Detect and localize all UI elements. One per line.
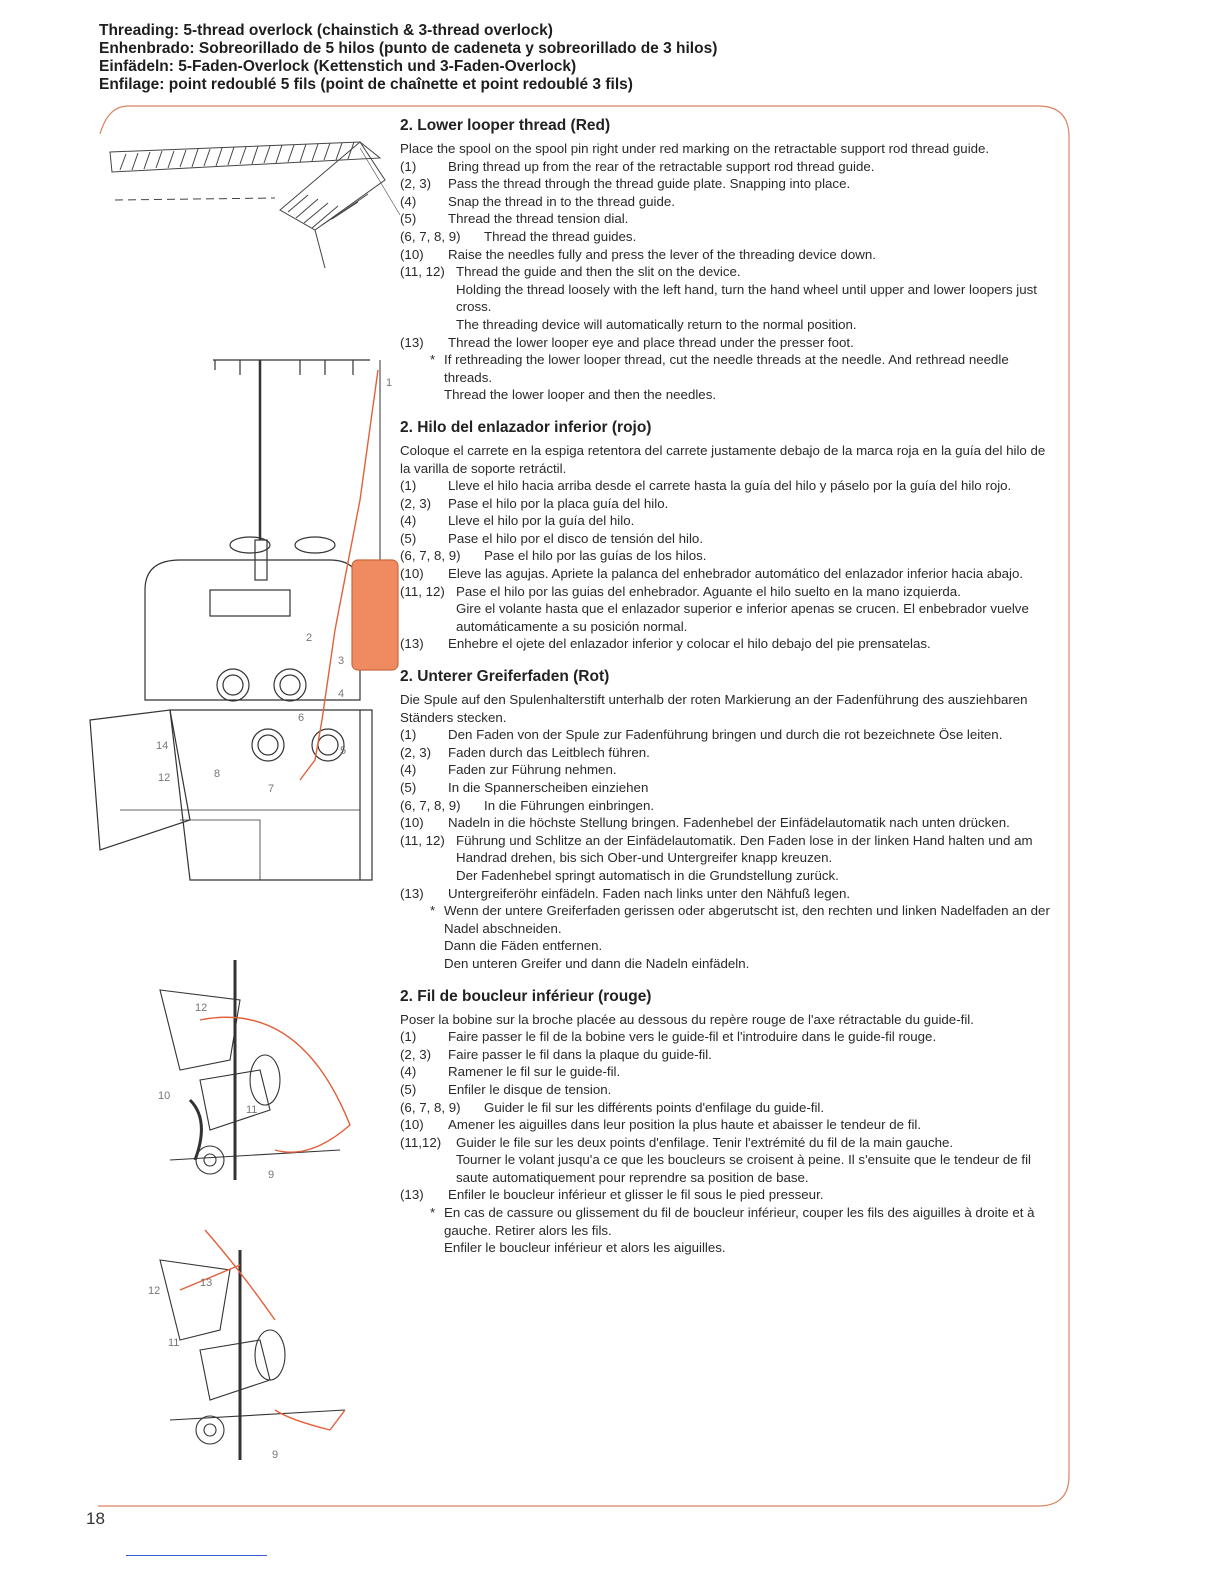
callout-2: 2	[306, 632, 313, 644]
callout-b12: 12	[148, 1285, 161, 1297]
step-continuation: Der Fadenhebel springt automatisch in die Grundstellung zurück.	[456, 867, 839, 883]
step-item: (11, 12) Pase el hilo por las guias del enhebrador. Aguante el hilo suelto en la mano izquierda.	[400, 583, 961, 599]
step-item: (10) Nadeln in die höchste Stellung bringen. Fadenhebel der Einfädelautomatik nach unten drücken.	[400, 815, 1010, 831]
step-item: (10) Eleve las agujas. Apriete la palanca del enhebrador automático del enlazador inferior hacia abajo.	[400, 566, 1024, 582]
stitch-sample-illustration	[110, 142, 400, 268]
step-item: (6, 7, 8, 9) In die Führungen einbringen.	[400, 797, 655, 813]
step-item: (6, 7, 8, 9) Pase el hilo por las guías de los hilos.	[400, 548, 707, 564]
step-item: (11, 12) Thread the guide and then the slit on the device.	[400, 264, 741, 280]
page-number: 18	[86, 1509, 105, 1528]
callout-a10: 10	[158, 1090, 171, 1102]
intro-fr: Poser la bobine sur la broche placée au dessous du repère rouge de l'axe rétractable du guide-fil.	[400, 1011, 974, 1027]
looper-detail-illustration-a	[160, 960, 340, 1180]
callout-12: 12	[158, 772, 171, 784]
step-item: (2, 3) Faire passer le fil dans la plaque du guide-fil.	[400, 1046, 712, 1062]
step-item: (11, 12) Führung und Schlitze an der Einfädelautomatik. Den Faden lose in der linken Hand halten und am Handrad drehen, bis sich Ober-und Untergreifer knapp kreuzen.	[400, 832, 1033, 866]
step-item: (4) Snap the thread in to the thread guide.	[400, 193, 675, 209]
step-item: (1) Den Faden von der Spule zur Fadenführung bringen und durch die rot bezeichnete Öse leiten.	[400, 727, 1003, 743]
section-english	[400, 116, 1050, 404]
note-fr: * En cas de cassure ou glissement du fil de boucleur inférieur, couper les fils des aiguilles à droite et à gauche. Retirer alors les fils.	[430, 1205, 1035, 1238]
step-item: (4) Lleve el hilo por la guía del hilo.	[400, 513, 635, 529]
step-item: (5) Thread the thread tension dial.	[400, 211, 629, 227]
step-item: (5) In die Spannerscheiben einziehen	[400, 780, 649, 795]
step-item: (5) Enfiler le disque de tension.	[400, 1081, 612, 1097]
header-title-es: Enhenbrado: Sobreorillado de 5 hilos (punto de cadeneta y sobreorillado de 3 hilos)	[99, 40, 718, 57]
step-item: (1) Lleve el hilo hacia arriba desde el carrete hasta la guía del hilo y páselo por la guía del hilo rojo.	[400, 478, 1012, 494]
callout-1: 1	[386, 377, 393, 389]
section-title-es: 2. Hilo del enlazador inferior (rojo)	[400, 418, 652, 436]
note-de: * Wenn der untere Greiferfaden gerissen oder abgerutscht ist, den rechten und linken Nadelfaden an der Nadel abschneiden.	[430, 903, 1050, 936]
header-title-en: Threading: 5-thread overlock (chainstich & 3-thread overlock)	[99, 22, 553, 39]
section-spanish	[400, 418, 1050, 653]
intro-es: Coloque el carrete en la espiga retentora del carrete justamente debajo de la marca roja en la guía del hilo de la varilla de soporte retráctil.	[400, 442, 1046, 476]
note-continuation: Den unteren Greifer und dann die Nadeln einfädeln.	[444, 955, 750, 971]
section-title-de: 2. Unterer Greiferfaden (Rot)	[400, 668, 610, 686]
step-item: (4) Ramener le fil sur le guide-fil.	[400, 1064, 621, 1080]
step-item: (2, 3) Pase el hilo por la placa guía del hilo.	[400, 495, 669, 511]
section-title-fr: 2. Fil de boucleur inférieur (rouge)	[400, 987, 652, 1005]
step-item: (13) Enfiler le boucleur inférieur et glisser le fil sous le pied presseur.	[400, 1187, 824, 1203]
serger-machine-illustration	[90, 360, 398, 880]
callout-7: 7	[268, 783, 275, 795]
step-item: (1) Bring thread up from the rear of the retractable support rod thread guide.	[400, 158, 875, 174]
threading-illustrations	[60, 120, 405, 1460]
step-item: (6, 7, 8, 9) Guider le fil sur les différents points d'enfilage du guide-fil.	[400, 1099, 825, 1115]
page-header	[99, 22, 1099, 94]
callout-a9: 9	[268, 1169, 275, 1181]
step-item: (13) Untergreiferöhr einfädeln. Faden nach links unter den Nähfuß legen.	[400, 885, 851, 901]
callout-b9: 9	[272, 1449, 279, 1460]
note-continuation: Thread the lower looper and then the needles.	[444, 387, 717, 403]
callout-8: 8	[214, 768, 221, 780]
section-french	[400, 987, 1050, 1257]
step-item: (2, 3) Pass the thread through the thread guide plate. Snapping into place.	[400, 176, 851, 192]
step-item: (13) Enhebre el ojete del enlazador inferior y colocar el hilo debajo del pie prensatelas.	[400, 636, 931, 652]
step-continuation: Gire el volante hasta que el enlazador superior e inferior apenas se crucen. El enbebrador vuelve automáticamente a su posición normal.	[456, 601, 1029, 634]
intro-en: Place the spool on the spool pin right under red marking on the retractable support rod thread guide.	[400, 141, 990, 156]
step-item: (6, 7, 8, 9) Thread the thread guides.	[400, 228, 637, 244]
step-item: (4) Faden zur Führung nehmen.	[400, 762, 617, 778]
step-item: (2, 3) Faden durch das Leitblech führen.	[400, 744, 650, 760]
step-item: (11,12) Guider le file sur les deux points d'enfilage. Tenir l'extrémité du fil de la main gauche.	[400, 1134, 954, 1150]
callout-b13: 13	[200, 1277, 213, 1289]
instructions-column	[400, 116, 1050, 1271]
note-continuation: Dann die Fäden entfernen.	[444, 938, 603, 954]
looper-detail-thread-a	[200, 1017, 350, 1152]
note-en: * If rethreading the lower looper thread, cut the needle threads at the needle. And rethread needle threads.	[430, 352, 1009, 385]
figure-callout-labels	[148, 377, 392, 1460]
callout-3: 3	[338, 655, 345, 667]
callout-a12: 12	[195, 1002, 208, 1014]
step-item: (10) Raise the needles fully and press the lever of the threading device down.	[400, 246, 876, 262]
callout-b11: 11	[168, 1337, 180, 1349]
callout-6: 6	[298, 712, 305, 724]
header-title-fr: Enfilage: point redoublé 5 fils (point de chaînette et point redoublé 3 fils)	[99, 76, 633, 93]
section-title-en: 2. Lower looper thread (Red)	[400, 117, 611, 134]
callout-14: 14	[156, 740, 169, 752]
step-continuation: Tourner le volant jusqu'a ce que les boucleurs se croisent à peine. Il s'ensuite que le tendeur de fil saute automatiquement pour reprendre sa position de base.	[456, 1152, 1031, 1185]
section-german	[400, 667, 1050, 973]
step-continuation: The threading device will automatically return to the normal position.	[456, 316, 857, 332]
step-item: (10) Amener les aiguilles dans leur position la plus haute et abaisser le tendeur de fil.	[400, 1117, 922, 1133]
callout-5: 5	[340, 745, 347, 757]
header-title-de: Einfädeln: 5-Faden-Overlock (Kettenstich und 3-Faden-Overlock)	[99, 58, 577, 75]
step-item: (5) Pase el hilo por el disco de tensión del hilo.	[400, 530, 704, 546]
step-item: (1) Faire passer le fil de la bobine vers le guide-fil et l'introduire dans le guide-fil rouge.	[400, 1029, 937, 1045]
intro-de: Die Spule auf den Spulenhalterstift unterhalb der roten Markierung an der Fadenführung des ausziehbaren Ständers stecken.	[400, 692, 1028, 725]
step-item: (13) Thread the lower looper eye and place thread under the presser foot.	[400, 334, 854, 350]
looper-detail-thread-b	[180, 1230, 345, 1430]
step-continuation: Holding the thread loosely with the left hand, turn the hand wheel until upper and lower loopers just cross.	[456, 281, 1037, 315]
footer-rule	[126, 1555, 267, 1556]
looper-detail-illustration-b	[160, 1250, 345, 1460]
note-continuation: Enfiler le boucleur inférieur et alors les aiguilles.	[444, 1240, 726, 1256]
callout-4: 4	[338, 688, 345, 700]
callout-a11: 11	[246, 1104, 258, 1116]
